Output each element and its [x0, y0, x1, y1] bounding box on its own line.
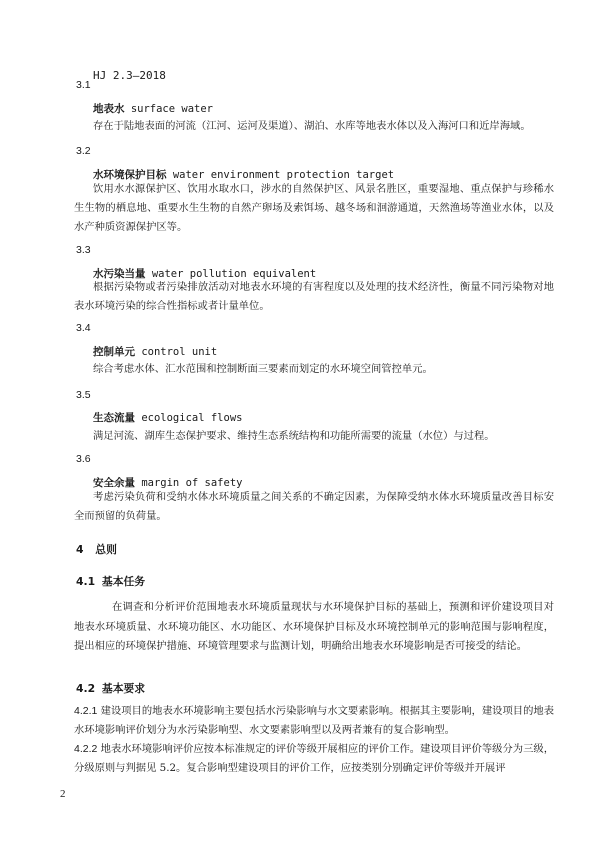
definition-text: 根据污染物或者污染排放活动对地表水环境的有害程度以及处理的技术经济性，衡量不同污染物对地表水环境污染的综合性指标或者计量单位。	[74, 281, 554, 312]
term-en: control unit	[141, 346, 218, 358]
term-cn: 控制单元	[93, 346, 135, 358]
clause-number: 3.6	[76, 453, 91, 465]
subsection-title: 基本任务	[101, 575, 146, 588]
definition-text: 考虑污染负荷和受纳水体水环境质量之间关系的不确定因素，为保障受纳水体水环境质量改善目标安全而预留的负荷量。	[74, 491, 554, 522]
clause-number: 4.2.2	[74, 743, 98, 755]
term-en: ecological flows	[141, 412, 243, 424]
term-en: water environment protection target	[172, 169, 395, 181]
definition-text: 综合考虑水体、汇水范围和控制断面三要素而划定的水环境空间管控单元。	[93, 363, 433, 375]
document-code: HJ 2.3—2018	[93, 69, 166, 82]
term-cn: 安全余量	[93, 477, 135, 489]
term-title	[93, 101, 213, 116]
definition-text: 饮用水水源保护区、饮用水取水口，涉水的自然保护区、风景名胜区，重要湿地、重点保护与珍稀水生生物的栖息地、重要水生生物的自然产卵场及索饵场、越冬场和洄游通道，天然渔场等渔业水体，以及水产种质资源保护区等。	[74, 183, 554, 233]
subsection-heading	[76, 681, 145, 696]
term-title	[93, 410, 242, 425]
term-en: margin of safety	[141, 477, 243, 489]
term-cn: 生态流量	[93, 412, 135, 424]
clause-number: 3.4	[76, 322, 91, 334]
clause-number: 3.5	[76, 389, 91, 401]
term-en: water pollution equivalent	[151, 268, 317, 280]
clause-number: 3.1	[76, 79, 91, 91]
clause-number: 3.3	[76, 244, 91, 256]
paragraph-text: 在调查和分析评价范围地表水环境质量现状与水环境保护目标的基础上，预测和评价建设项目对地表水环境质量、水环境功能区、水功能区、水环境保护目标及水环境控制单元的影响范围与影响程度，提出相应的环境保护措施、环境管理要求与监测计划，明确给出地表水环境影响是否可接受的结论。	[74, 601, 554, 652]
definition-text: 满足河流、湖库生态保护要求、维持生态系统结构和功能所需要的流量（水位）与过程。	[93, 430, 495, 442]
section-title: 总则	[95, 543, 117, 556]
clause-number: 3.2	[76, 145, 91, 157]
section-heading	[76, 542, 117, 557]
subsection-title: 基本要求	[101, 682, 146, 695]
clause-paragraph	[74, 740, 554, 778]
clause-number: 4.2.1	[74, 705, 98, 717]
clause-text: 建设项目的地表水环境影响主要包括水污染影响与水文要素影响。根据其主要影响，建设项目的地表水环境影响评价划分为水污染影响型、水文要素影响型以及两者兼有的复合影响型。	[74, 705, 554, 736]
page-number: 2	[60, 788, 66, 800]
clause-paragraph	[74, 702, 554, 740]
subsection-heading	[76, 574, 145, 589]
term-cn: 水环境保护目标	[93, 169, 167, 181]
definition-text: 存在于陆地表面的河流（江河、运河及渠道）、湖泊、水库等地表水体以及入海河口和近岸海域。	[93, 120, 531, 132]
subsection-number: 4.1	[76, 575, 96, 588]
term-en: surface water	[130, 103, 214, 115]
term-title	[93, 344, 217, 359]
clause-text: 地表水环境影响评价应按本标准规定的评价等级开展相应的评价工作。建设项目评价等级分为三级，分级原则与判据见 5.2。复合影响型建设项目的评价工作，应按类别分别确定评价等级并开展评	[74, 743, 554, 774]
term-cn: 地表水	[93, 103, 125, 115]
section-number: 4	[76, 543, 84, 556]
term-cn: 水污染当量	[93, 268, 146, 280]
subsection-number: 4.2	[76, 682, 96, 695]
